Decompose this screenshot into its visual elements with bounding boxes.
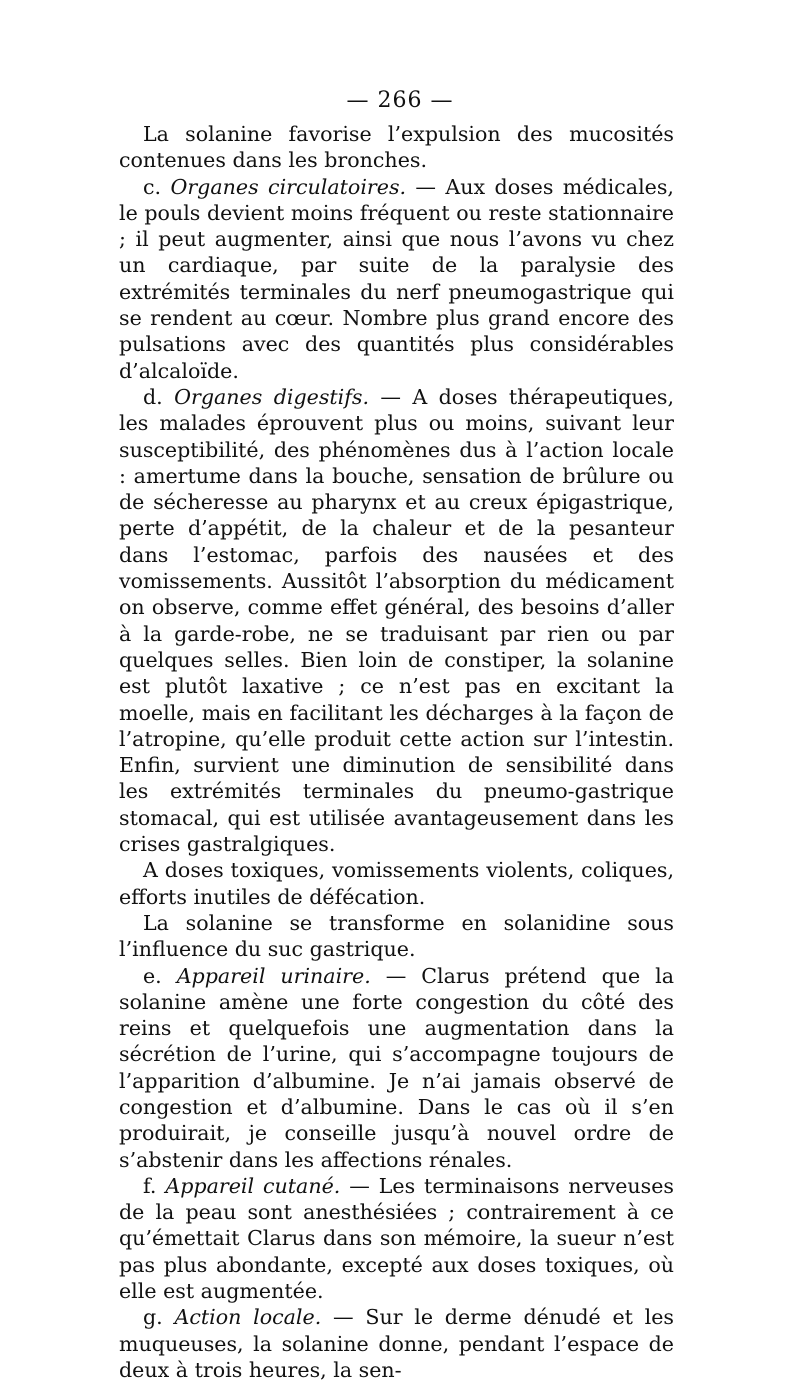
paragraph-text: A doses toxiques, vomissements violents, coliques, efforts inutiles de défécation. — [119, 858, 674, 909]
paragraph-text: — Les terminaisons nerveuses de la peau sont anesthésiées ; contrairement à ce qu’émettait Clarus dans son mémoire, la sueur n’est pas plus abondante, excepté aux doses toxiques, où elle est augmentée. — [119, 1173, 674, 1304]
page-number: — 266 — — [346, 88, 454, 113]
paragraph-skin — [119, 1173, 674, 1304]
section-heading: Appareil urinaire. — [176, 963, 371, 988]
section-label: f. — [143, 1173, 166, 1198]
paragraph-local-action — [119, 1304, 674, 1383]
section-heading: Organes digestifs. — [174, 384, 370, 409]
paragraph-text: — Sur le derme dénudé et les muqueuses, la solanine donne, pendant l’espace de deux à trois heures, la sen- — [119, 1305, 674, 1382]
body-text — [119, 121, 674, 1383]
paragraph-toxic-doses — [119, 857, 674, 910]
paragraph-expectoration — [119, 121, 674, 174]
section-label: c. — [143, 174, 171, 199]
paragraph-text: — Clarus prétend que la solanine amène une forte congestion du côté des reins et quelquefois une augmentation dans la sécrétion de l’urine, qui s’accompagne toujours de l’apparition d’albumine. Je n’ai jamais observé de congestion et d’albumine. Dans le cas où il s’en produirait, je conseille jusqu’à nouvel ordre de s’abstenir dans les affections rénales. — [119, 963, 675, 1172]
section-label: d. — [143, 384, 175, 409]
paragraph-solanidine — [119, 910, 674, 963]
paragraph-text: — Aux doses médicales, le pouls devient moins fréquent ou reste stationnaire ; il peut augmenter, ainsi que nous l’avons vu chez un cardiaque, par suite de la paralysie des extrémités terminales du nerf pneumogastrique qui se rendent au cœur. Nombre plus grand encore des pulsations avec des quantités plus considérables d’alcaloïde. — [119, 174, 674, 383]
section-label: g. — [143, 1305, 175, 1330]
paragraph-text: La solanine se transforme en solanidine sous l’influence du suc gastrique. — [119, 910, 674, 962]
paragraph-text: La solanine favorise l’expulsion des mucosités contenues dans les bronches. — [119, 122, 674, 173]
paragraph-digestive-organs — [119, 384, 674, 857]
section-label: e. — [143, 963, 177, 988]
paragraph-text: — A doses thérapeutiques, les malades éprouvent plus ou moins, suivant leur susceptibilité, des phénomènes dus à l’action locale : amertume dans la bouche, sensation de brûlure ou de sécheresse au pharynx et au creux épigastrique, perte d’appétit, de la chaleur et de la pesanteur dans l’estomac, parfois des nausées et des vomissements. Aussitôt l’absorption du médicament on observe, comme effet général, des besoins d’aller à la garde-robe, ne se traduisant par rien ou par quelques selles. Bien loin de constiper, la solanine est plutôt laxative ; ce n’est pas en excitant la moelle, mais en facilitant les décharges à la façon de l’atropine, qu’elle produit cette action sur l’intestin. Enfin, survient une diminution de sensibilité dans les extrémités terminales du pneumo-gastrique stomacal, qui est utilisée avantageusement dans les crises gastralgiques. — [119, 384, 674, 857]
section-heading: Organes circulatoires. — [170, 174, 407, 199]
section-heading: Appareil cutané. — [165, 1173, 341, 1198]
paragraph-circulatory-organs — [119, 174, 674, 384]
paragraph-urinary-system — [119, 963, 674, 1173]
section-heading: Action locale. — [174, 1305, 322, 1330]
